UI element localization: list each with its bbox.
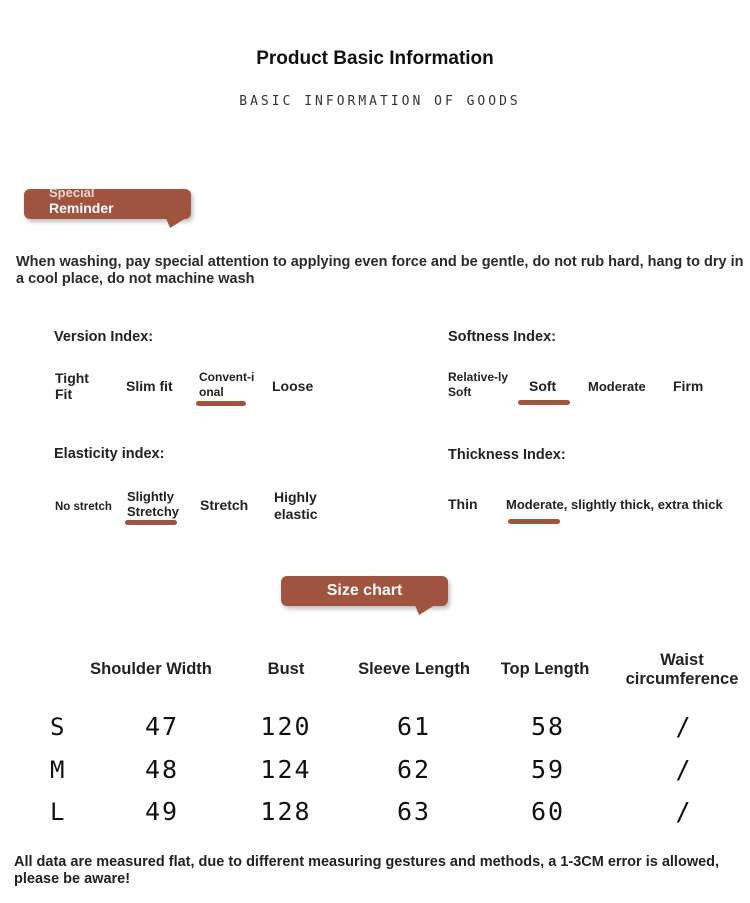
special-reminder-badge [24, 185, 191, 219]
washing-instructions: When washing, pay special attention to applying even force and be gentle, do not rub hard, hang to dry in a cool place, do not machine wash [16, 254, 744, 287]
size-chart-badge: Size chart [281, 576, 448, 606]
version-index-label: Version Index: [54, 329, 154, 345]
softness-index-label: Softness Index: [448, 329, 556, 345]
elasticity-index-label: Elasticity index: [54, 446, 165, 462]
softness-option-soft: Soft [529, 378, 557, 394]
thickness-selected-marker [508, 519, 560, 524]
s-top-length: 58 [530, 712, 566, 741]
m-shoulder-width: 48 [144, 755, 180, 784]
m-waist: / [675, 755, 693, 784]
elasticity-option-slightly-stretchy: Slightly Stretchy [127, 489, 180, 519]
softness-selected-marker [518, 400, 570, 405]
elasticity-option-highly-elastic: Highly elastic [274, 489, 318, 522]
s-sleeve-length: 61 [396, 712, 432, 741]
column-header-top-length: Top Length [500, 660, 590, 678]
m-bust: 124 [260, 755, 312, 784]
size-label-m: M [50, 756, 65, 784]
version-selected-marker [196, 401, 246, 406]
elasticity-selected-marker [125, 520, 177, 525]
version-option-slim-fit: Slim fit [126, 378, 173, 394]
measurement-note: All data are measured flat, due to different measuring gestures and methods, a 1-3CM error is allowed, please be aware! [14, 854, 720, 887]
thickness-option-thin: Thin [448, 496, 478, 512]
badge-line-1: Special [49, 185, 95, 200]
softness-option-moderate: Moderate [588, 379, 646, 394]
l-sleeve-length: 63 [396, 797, 432, 826]
column-header-waist-circumference: Waist circumference [625, 651, 739, 688]
softness-option-firm: Firm [673, 378, 704, 394]
version-option-conventional: Convent-ional [199, 370, 255, 399]
page-subtitle: BASIC INFORMATION OF GOODS [239, 94, 521, 109]
page-title: Product Basic Information [256, 48, 494, 69]
l-bust: 128 [260, 797, 312, 826]
l-top-length: 60 [530, 797, 566, 826]
l-shoulder-width: 49 [144, 797, 180, 826]
thickness-option-moderate-thick: Moderate, slightly thick, extra thick [506, 497, 723, 512]
column-header-bust: Bust [267, 660, 305, 678]
badge-line-2: Reminder [49, 200, 114, 216]
s-waist: / [675, 712, 693, 741]
size-label-l: L [50, 798, 65, 826]
s-shoulder-width: 47 [144, 712, 180, 741]
m-top-length: 59 [530, 755, 566, 784]
elasticity-option-no-stretch: No stretch [55, 501, 112, 513]
thickness-index-label: Thickness Index: [448, 447, 566, 463]
elasticity-option-stretch: Stretch [200, 497, 249, 513]
column-header-sleeve-length: Sleeve Length [358, 660, 470, 678]
softness-option-relatively-soft: Relative-ly Soft [448, 370, 509, 399]
version-option-tight-fit: Tight Fit [55, 370, 89, 402]
version-option-loose: Loose [272, 378, 314, 394]
size-label-s: S [50, 713, 65, 741]
l-waist: / [675, 797, 693, 826]
column-header-shoulder-width: Shoulder Width [90, 660, 212, 678]
s-bust: 120 [260, 712, 312, 741]
m-sleeve-length: 62 [396, 755, 432, 784]
